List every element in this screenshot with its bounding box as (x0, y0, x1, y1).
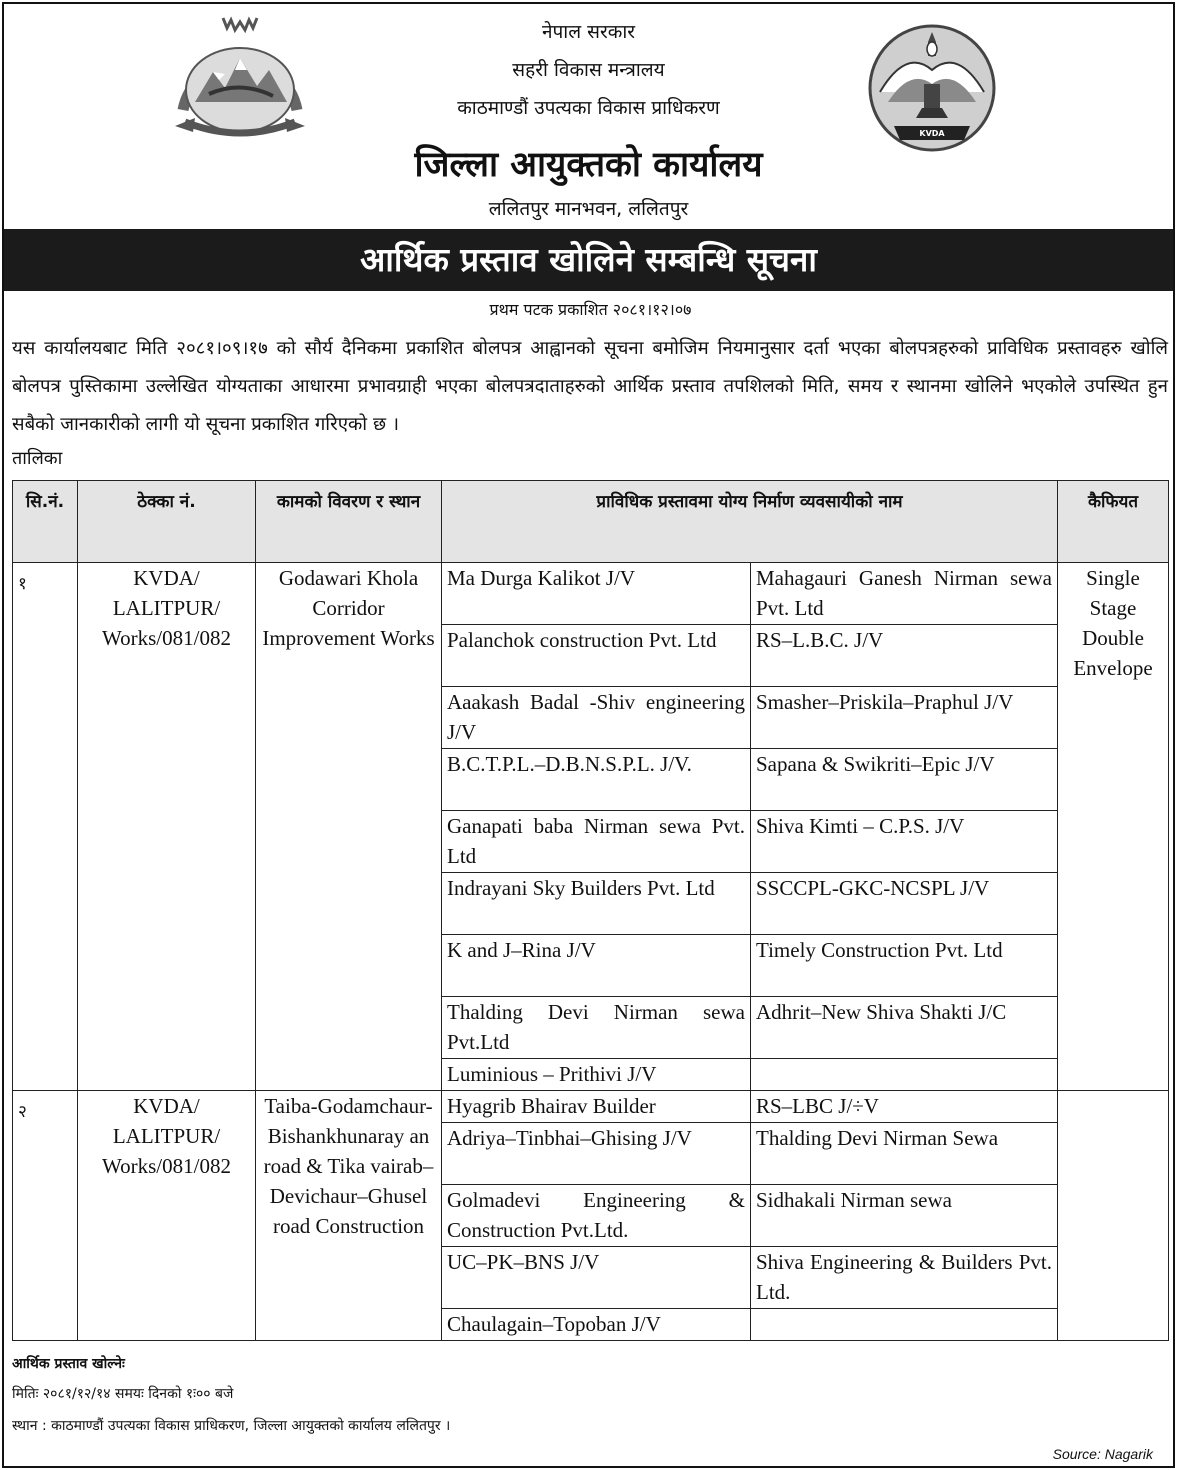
opening-heading: आर्थिक प्रस्ताव खोल्नेः (12, 1356, 125, 1372)
bidder-cell: SSCCPL-GKC-NCSPL J/V (751, 873, 1058, 935)
bidder-cell: Timely Construction Pvt. Ltd (751, 935, 1058, 997)
row-work: Godawari Khola Corridor Improvement Works (256, 563, 442, 1091)
government-name: नेपाल सरकार (541, 21, 636, 43)
bidder-cell: Palanchok construction Pvt. Ltd (442, 625, 751, 687)
bidder-cell: Golmadevi Engineering & Construction Pvt.Ltd. (442, 1185, 751, 1247)
opening-datetime: मितिः २०८१/१२/१४ समयः दिनको १ः०० बजे (12, 1386, 234, 1402)
header-work: कामको विवरण र स्थान (256, 481, 442, 563)
intro-paragraph (12, 330, 1168, 444)
header-contract: ठेक्का नं. (78, 481, 256, 563)
row-remarks (1058, 1091, 1169, 1341)
kvda-logo-text: KVDA (919, 129, 945, 138)
bidder-cell: RS–L.B.C. J/V (751, 625, 1058, 687)
bidder-cell: UC–PK–BNS J/V (442, 1247, 751, 1309)
bidder-cell: RS–LBC J/÷V (751, 1091, 1058, 1123)
bidder-cell: Hyagrib Bhairav Builder (442, 1091, 751, 1123)
bidder-cell: Aaakash Badal -Shiv engineering J/V (442, 687, 751, 749)
bidder-cell: Luminious – Prithivi J/V (442, 1059, 751, 1091)
row-sn: २ (13, 1091, 78, 1341)
bidder-cell: Sidhakali Nirman sewa (751, 1185, 1058, 1247)
row-contract: KVDA/ LALITPUR/ Works/081/082 (78, 563, 256, 1091)
notice-header (0, 0, 1177, 226)
office-location: ललितपुर मानभवन, ललितपुर (488, 198, 689, 220)
ministry-name: सहरी विकास मन्त्रालय (512, 59, 665, 81)
authority-name: काठमाण्डौं उपत्यका विकास प्राधिकरण (457, 97, 720, 119)
bidder-cell: Thalding Devi Nirman sewa Pvt.Ltd (442, 997, 751, 1059)
table-row (13, 563, 1169, 625)
table-row (13, 1091, 1169, 1123)
bidder-cell: Shiva Kimti – C.P.S. J/V (751, 811, 1058, 873)
bidders-table (12, 480, 1169, 1341)
bidder-cell: Shiva Engineering & Builders Pvt. Ltd. (751, 1247, 1058, 1309)
bidder-cell: Mahagauri Ganesh Nirman sewa Pvt. Ltd (751, 563, 1058, 625)
header-sn: सि.नं. (13, 481, 78, 563)
bidder-cell (751, 1059, 1058, 1091)
row-work: Taiba-Godamchaur-Bishankhunaray an road & Tika vairab–Devichaur–Ghusel road Construction (256, 1091, 442, 1341)
bidder-cell: Ma Durga Kalikot J/V (442, 563, 751, 625)
bidder-cell: B.C.T.P.L.–D.B.N.S.P.L. J/V. (442, 749, 751, 811)
bidder-cell: Ganapati baba Nirman sewa Pvt. Ltd (442, 811, 751, 873)
row-sn: १ (13, 563, 78, 1091)
table-label: तालिका (12, 448, 63, 469)
kvda-logo-icon (866, 22, 998, 154)
bidder-cell: K and J–Rina J/V (442, 935, 751, 997)
bidder-cell: Chaulagain–Topoban J/V (442, 1309, 751, 1341)
intro-text: यस कार्यालयबाट मिति २०८१।०९।१७ को सौर्य दैनिकमा प्रकाशित बोलपत्र आह्वानको सूचना बमोजिम नियमानुसार दर्ता भएका बोलपत्रहरुको प्राविधिक प्रस्तावहरु खोलि बोलपत्र पुस्तिकामा उल्लेखित योग्यताका आधारमा प्रभावग्राही भएका बोलपत्रदाताहरुको आर्थिक प्रस्ताव तपशिलको मिति, समय र स्थानमा खोलिने भएकोले उपस्थित हुन सबैको जानकारीको लागी यो सूचना प्रकाशित गरिएको छ । (12, 338, 1169, 435)
header-remarks: कैफियत (1058, 481, 1169, 563)
bidder-cell (751, 1309, 1058, 1341)
row-contract: KVDA/ LALITPUR/ Works/081/082 (78, 1091, 256, 1341)
table-header-row (13, 481, 1169, 563)
bidder-cell: Adhrit–New Shiva Shakti J/C (751, 997, 1058, 1059)
notice-title-banner: आर्थिक प्रस्ताव खोलिने सम्बन्धि सूचना (4, 229, 1173, 291)
bidder-cell: Sapana & Swikriti–Epic J/V (751, 749, 1058, 811)
office-title: जिल्ला आयुक्तको कार्यालय (414, 145, 763, 185)
bidder-cell: Adriya–Tinbhai–Ghising J/V (442, 1123, 751, 1185)
bidder-cell: Smasher–Priskila–Praphul J/V (751, 687, 1058, 749)
header-bidders: प्राविधिक प्रस्तावमा योग्य निर्माण व्यवसायीको नाम (442, 481, 1058, 563)
opening-venue: स्थान : काठमाण्डौं उपत्यका विकास प्राधिकरण, जिल्ला आयुक्तको कार्यालय ललितपुर । (12, 1418, 451, 1434)
bidder-cell: Thalding Devi Nirman Sewa (751, 1123, 1058, 1185)
bidder-cell: Indrayani Sky Builders Pvt. Ltd (442, 873, 751, 935)
published-note: प्रथम पटक प्रकाशित २०८१।१२।०७ (489, 300, 692, 319)
row-remarks: Single Stage Double Envelope (1058, 563, 1169, 1091)
source-credit: Source: Nagarik (1052, 1446, 1153, 1462)
